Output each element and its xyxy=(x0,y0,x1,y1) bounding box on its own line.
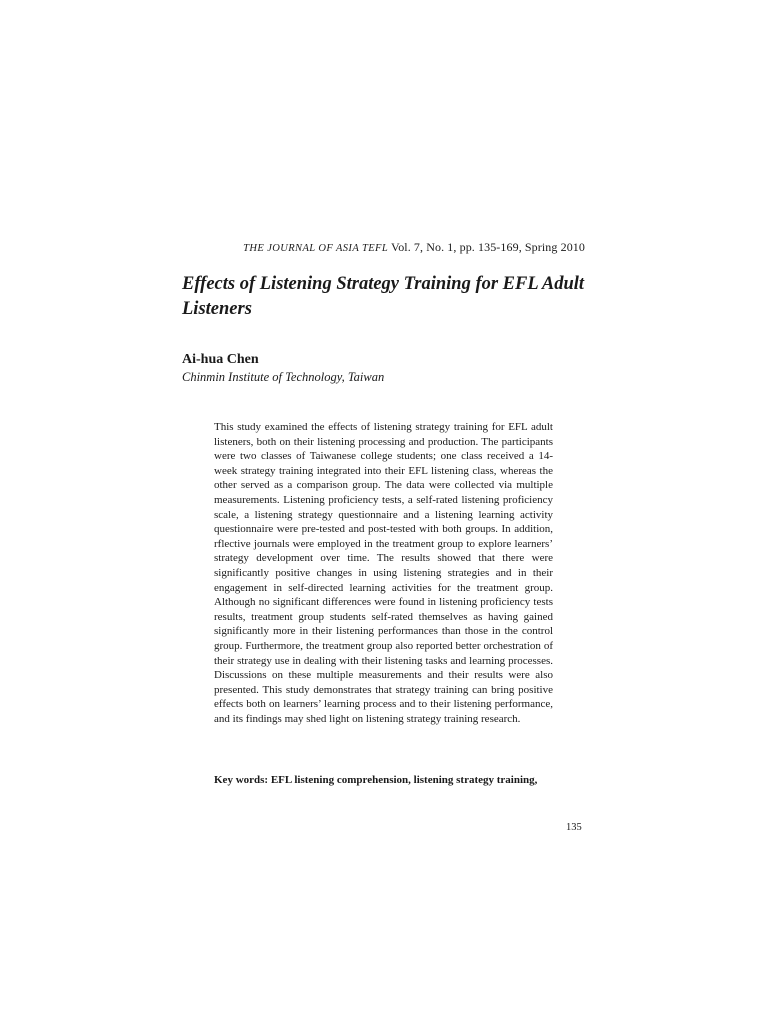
author-name: Ai-hua Chen xyxy=(182,352,259,367)
article-title: Effects of Listening Strategy Training for EFL Adult Listeners xyxy=(182,274,585,319)
keywords: Key words: EFL listening comprehension, listening strategy training, xyxy=(214,774,538,786)
journal-name: THE JOURNAL OF ASIA TEFL xyxy=(243,243,389,254)
journal-citation: Vol. 7, No. 1, pp. 135-169, Spring 2010 xyxy=(388,240,585,254)
page-number: 135 xyxy=(566,822,582,833)
abstract-text: This study examined the effects of listening strategy training for EFL adult listeners, both on their listening processing and production. The participants were two classes of Taiwanese college students; one class received a 14-week strategy training integrated into their EFL listening class, whereas the other served as a comparison group. The data were collected via multiple measurements. Listening proficiency tests, a self-rated listening proficiency scale, a listening strategy questionnaire and a listening learning activity questionnaire were pre-tested and post-tested with both groups. In addition, rflective journals were employed in the treatment group to explore learners’ strategy development over time. The results showed that there were significantly positive changes in using listening strategies and in their engagement in self-directed learning activities for the treatment group. Although no significant differences were found in listening proficiency tests results, treatment group students self-rated themselves as having gained significantly more in their listening performances than those in the control group. Furthermore, the treatment group also reported better orchestration of their strategy use in dealing with their listening tasks and learning processes. Discussions on these multiple measurements and their results were also presented. This study demonstrates that strategy training can bring positive effects both on learners’ learning process and to their listening performance, and its findings may shed light on listening strategy training research. xyxy=(214,421,553,725)
author-affiliation: Chinmin Institute of Technology, Taiwan xyxy=(182,370,385,384)
running-head xyxy=(243,240,585,255)
